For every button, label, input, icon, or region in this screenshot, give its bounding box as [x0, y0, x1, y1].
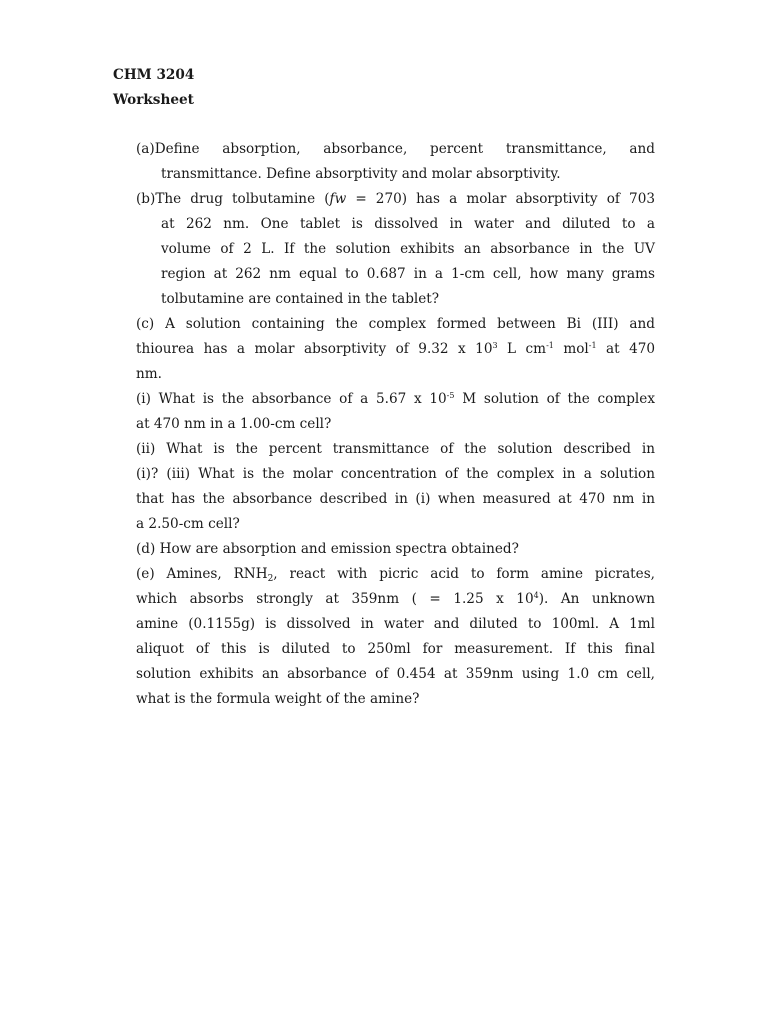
question-c-part-ii-line-3: that has the absorbance described in (i) when measured at 470 nm in [136, 491, 655, 507]
question-b-line-3: volume of 2 L. If the solution exhibits an absorbance in the UV [161, 241, 655, 257]
question-c-part-ii-line-2: (i)? (iii) What is the molar concentration of the complex in a solution [136, 466, 655, 482]
question-e-line-6: what is the formula weight of the amine? [136, 691, 420, 707]
page-title: Worksheet [113, 92, 194, 108]
question-b-line-4: region at 262 nm equal to 0.687 in a 1-cm cell, how many grams [161, 266, 655, 282]
question-c-part-ii-line-1: (ii) What is the percent transmittance of the solution described in [136, 441, 655, 457]
question-c-part-i-line-1: (i) What is the absorbance of a 5.67 x $10^{-5}$ M solution of the complex [136, 391, 655, 407]
worksheet-body [136, 137, 655, 712]
question-e-line-1: (e) Amines, $RNH_2$, react with picric acid to form amine picrates, [136, 566, 655, 584]
question-b-line-2: at 262 nm. One tablet is dissolved in water and diluted to a [161, 216, 655, 232]
course-code: CHM 3204 [113, 67, 195, 83]
question-e-line-4: aliquot of this is diluted to 250ml for measurement. If this final [136, 641, 655, 657]
question-c-line-1: (c) A solution containing the complex formed between Bi (III) and [136, 316, 655, 332]
question-d-line-1: (d) How are absorption and emission spectra obtained? [136, 541, 519, 557]
question-a-line-1: (a)Define absorption, absorbance, percent transmittance, and [136, 141, 655, 157]
question-c-line-2: thiourea has a molar absorptivity of 9.32 x $10^3$ L $cm^{-1}$ mol$^{-1}$ at 470 [136, 341, 656, 357]
question-e-line-5: solution exhibits an absorbance of 0.454 at 359nm using 1.0 cm cell, [136, 666, 655, 682]
question-c-part-ii-line-4: a 2.50-cm cell? [136, 516, 240, 532]
question-a-label: (a) [136, 141, 155, 157]
question-e-line-2: which absorbs strongly at 359nm ( = 1.25 x $10^4$). An unknown [136, 591, 655, 607]
question-b-line-1: (b)The drug tolbutamine (fw = 270) has a molar absorptivity of 703 [136, 191, 655, 207]
question-e-line-3: amine (0.1155g) is dissolved in water and diluted to 100ml. A 1ml [136, 616, 655, 632]
question-a-line-2: transmittance. Define absorptivity and molar absorptivity. [161, 166, 561, 182]
question-c-part-i-line-2: at 470 nm in a 1.00-cm cell? [136, 416, 332, 432]
question-b-line-5: tolbutamine are contained in the tablet? [161, 291, 440, 307]
header [113, 63, 194, 113]
question-b-label: (b) [136, 191, 156, 207]
question-c-line-3: nm. [136, 366, 162, 382]
